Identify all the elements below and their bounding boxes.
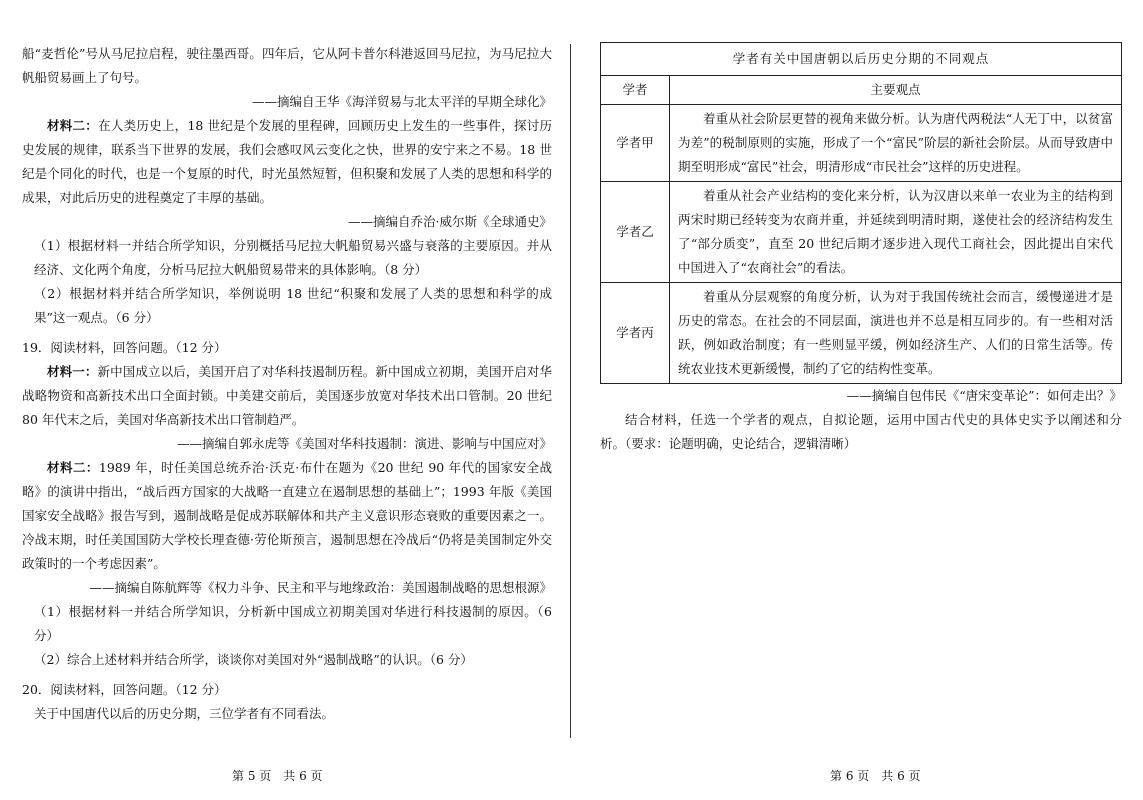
scholar-name: 学者甲 bbox=[601, 105, 670, 182]
q19-material-2-label: 材料二： bbox=[47, 460, 99, 475]
question-20-title: 20．阅读材料，回答问题。（12 分） bbox=[22, 682, 227, 697]
source-1: ——摘编自王华《海洋贸易与北太平洋的早期全球化》 bbox=[251, 94, 552, 109]
table-header-row bbox=[601, 76, 1122, 105]
header-scholar: 学者 bbox=[601, 76, 670, 105]
material-1-tail: 船“麦哲伦”号从马尼拉启程，驶往墨西哥。四年后，它从阿卡普尔科港返回马尼拉，为马尼拉大帆船贸易画上了句号。 bbox=[22, 46, 552, 85]
scholar-view: 着重从社会产业结构的变化来分析，认为汉唐以来单一农业为主的结构到两宋时期已经转变为农商并重，并延续到明清时期，遂使社会的经济结构发生了“部分质变”，直至 20 世纪后期才逐步进入现代工商社会，因此提出自宋代中国进入了“农商社会”的看法。 bbox=[670, 182, 1122, 283]
q19-material-1-label: 材料一： bbox=[47, 364, 98, 379]
question-19-2: （2）综合上述材料并结合所学，谈谈你对美国对外“遏制战略”的认识。（6 分） bbox=[34, 652, 473, 667]
page-number-right: 第 6 页 共 6 页 bbox=[830, 769, 921, 783]
q19-material-1 bbox=[22, 360, 552, 432]
q19-source-1: ——摘编自郭永虎等《美国对华科技遏制：演进、影响与中国应对》 bbox=[176, 436, 552, 451]
q19-material-2 bbox=[22, 456, 552, 576]
source-2: ——摘编自乔治·威尔斯《全球通史》 bbox=[348, 214, 552, 229]
question-19-title: 19．阅读材料，回答问题。（12 分） bbox=[22, 340, 227, 355]
table-row bbox=[601, 105, 1122, 182]
header-view: 主要观点 bbox=[670, 76, 1122, 105]
table-source: ——摘编自包伟民《“唐宋变革论”：如何走出？》 bbox=[846, 388, 1122, 403]
q19-source-2: ——摘编自陈航辉等《权力斗争、民主和平与地缘政治：美国遏制战略的思想根源》 bbox=[89, 580, 552, 595]
question-18-2: （2）根据材料并结合所学知识，举例说明 18 世纪“积聚和发展了人类的思想和科学的成果”这一观点。（6 分） bbox=[34, 286, 552, 325]
left-column bbox=[22, 42, 552, 726]
question-18-1: （1）根据材料一并结合所学知识，分别概括马尼拉大帆船贸易兴盛与衰落的主要原因。并从经济、文化两个角度，分析马尼拉大帆船贸易带来的具体影响。（8 分） bbox=[34, 238, 552, 277]
material-2 bbox=[22, 114, 552, 210]
question-20-task: 结合材料，任选一个学者的观点，自拟论题，运用中国古代史的具体史实予以阐述和分析。（要求：论题明确，史论结合，逻辑清晰） bbox=[600, 412, 1122, 451]
material-2-text: 在人类历史上，18 世纪是个发展的里程碑，回顾历史上发生的一些事件，探讨历史发展的规律，联系当下世界的发展，我们会感叹风云变化之快，世界的安宁来之不易。18 世纪是个同化的时代，也是一个复原的时代，时光虽然短暂，但积聚和发展了人类的思想和科学的成果，对此后历史的进程奠定了丰厚的基础。 bbox=[22, 118, 552, 205]
table-caption-row bbox=[601, 43, 1122, 76]
table-row bbox=[601, 182, 1122, 283]
material-2-label: 材料二： bbox=[47, 118, 99, 133]
q19-material-2-text: 1989 年，时任美国总统乔治·沃克·布什在题为《20 世纪 90 年代的国家安全战略》的演讲中指出，“战后西方国家的大战略一直建立在遏制思想的基础上”；1993 年版《美国国家安全战略》报告写到，遏制战略是促成苏联解体和共产主义意识形态衰败的重要因素之一。冷战末期，时任美国国防大学校长理查德·劳伦斯预言，遏制思想在冷战后“仍将是美国制定外交政策时的一个考虑因素”。 bbox=[22, 460, 552, 571]
table-row bbox=[601, 283, 1122, 384]
scholar-view: 着重从分层观察的角度分析，认为对于我国传统社会而言，缓慢递进才是历史的常态。在社会的不同层面，演进也并不总是相互同步的。有一些相对活跃，例如政治制度；有一些则显平缓，例如经济生产、人们的日常生活等。传统农业技术更新缓慢，制约了它的结构性变革。 bbox=[670, 283, 1122, 384]
q19-material-1-text: 新中国成立以后，美国开启了对华科技遏制历程。新中国成立初期，美国开启对华战略物资和高新技术出口全面封锁。中美建交前后，美国逐步放宽对华技术出口管制。20 世纪 80 年代末之后，美国对华高新技术出口管制趋严。 bbox=[22, 364, 552, 427]
column-divider bbox=[570, 44, 571, 738]
scholar-views-table bbox=[600, 42, 1122, 384]
scholar-name: 学者乙 bbox=[601, 182, 670, 283]
table-title: 学者有关中国唐朝以后历史分期的不同观点 bbox=[601, 43, 1122, 76]
right-column bbox=[600, 42, 1122, 456]
scholar-name: 学者丙 bbox=[601, 283, 670, 384]
page-number-left: 第 5 页 共 6 页 bbox=[232, 769, 323, 783]
question-19-1: （1）根据材料一并结合所学知识，分析新中国成立初期美国对华进行科技遏制的原因。（6 分） bbox=[34, 604, 552, 643]
question-20-intro: 关于中国唐代以后的历史分期，三位学者有不同看法。 bbox=[34, 706, 335, 721]
scholar-view: 着重从社会阶层更替的视角来做分析。认为唐代两税法“人无丁中，以贫富为差”的税制原则的实施，形成了一个“富民”阶层的新社会阶层。从而导致唐中期至明形成“富民”社会，明清形成“市民社会”这样的历史进程。 bbox=[670, 105, 1122, 182]
